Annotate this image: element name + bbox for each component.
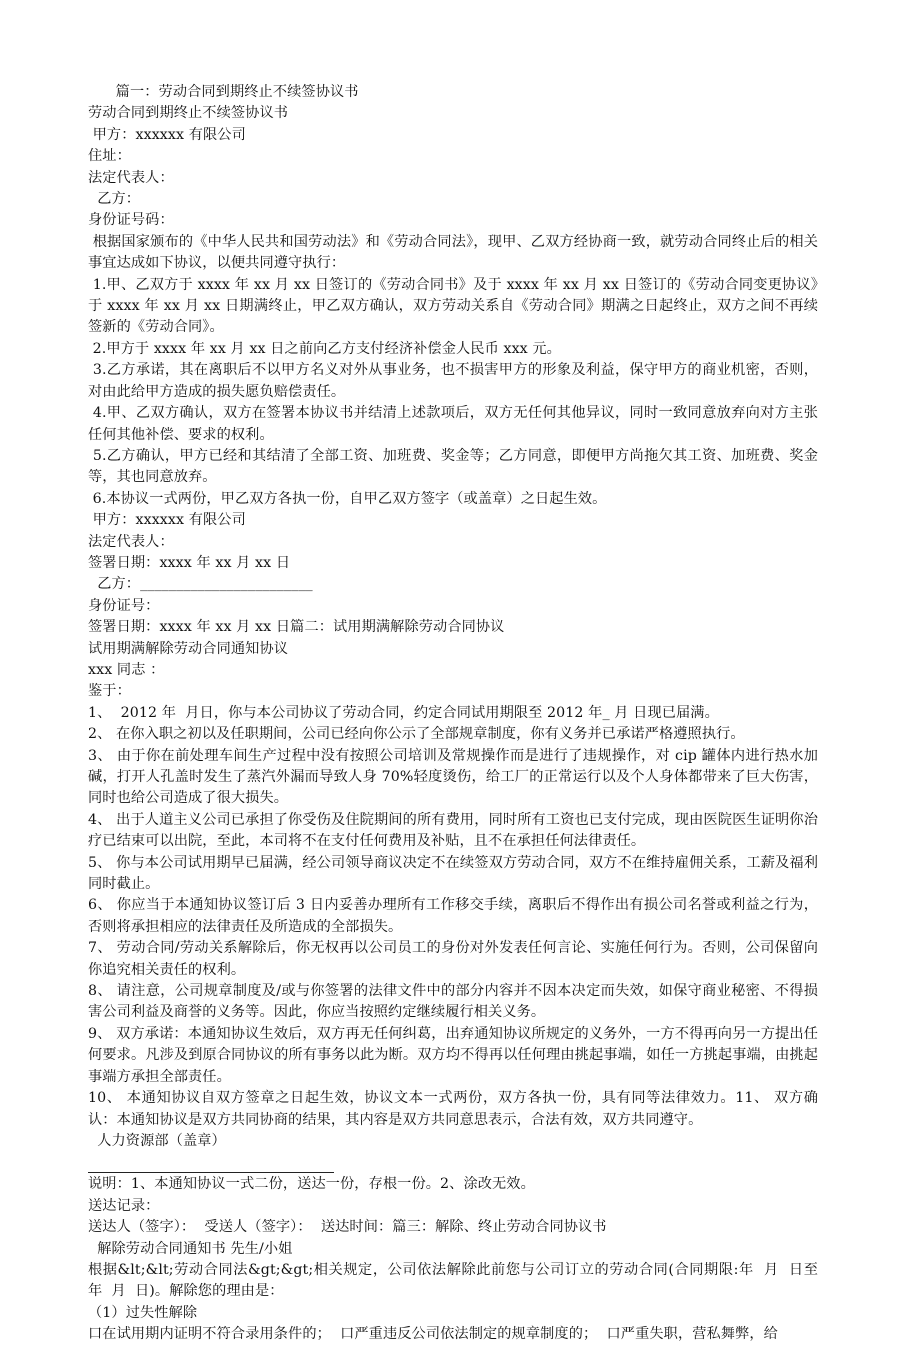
- clause-3: 3.乙方承诺，其在离职后不以甲方名义对外从事业务，也不损害甲方的形象及利益，保守甲方的商业机密，否则，对由此给甲方造成的损失愿负赔偿责任。: [88, 362, 818, 400]
- whereas-line: 鉴于：: [88, 683, 131, 700]
- document-body: [88, 82, 828, 1346]
- id-number-line: 身份证号码：: [88, 212, 174, 229]
- delivery-signature-line: 送达人（签字）： 受送人（签字）： 送达时间：篇三：解除、终止劳动合同协议书: [88, 1219, 607, 1236]
- clause-2: 2.甲方于 xxxx 年 xx 月 xx 日之前向乙方支付经济补偿金人民币 xxx 元。: [88, 340, 561, 357]
- notice-item-10-11: 10、 本通知协议自双方签章之日起生效，协议文本一式两份，双方各执一份，具有同等法律效力。11、 双方确认：本通知协议是双方共同协商的结果，其内容是双方共同意思表示，合法有效，双方共同遵守。: [88, 1090, 818, 1128]
- fault-termination-heading: （1）过失性解除: [88, 1304, 198, 1321]
- delivery-record-line: 送达记录：: [88, 1197, 160, 1214]
- preamble-paragraph: 根据国家颁布的《中华人民共和国劳动法》和《劳动合同法》，现甲、乙双方经协商一致，就劳动合同终止后的相关事宜达成如下协议，以便共同遵守执行：: [88, 233, 818, 272]
- addressee-line: xxx 同志 ：: [88, 661, 165, 678]
- signing-date-a: 签署日期：xxxx 年 xx 月 xx 日: [88, 554, 291, 571]
- clause-5: 5.乙方确认，甲方已经和其结清了全部工资、加班费、奖金等；乙方同意，即便甲方尚拖欠其工资、加班费、奖金等，其也同意放弃。: [88, 447, 818, 486]
- signature-legal-representative: 法定代表人：: [88, 533, 174, 550]
- notice-item-6: 6、 你应当于本通知协议签订后 3 日内妥善办理所有工作移交手续，离职后不得作出有损公司名誉或利益之行为，否则将承担相应的法律责任及所造成的全部损失。: [88, 897, 818, 935]
- notice-item-2: 2、 在你入职之初以及任职期间，公司已经向你公示了全部规章制度，你有义务并已承诺严格遵照执行。: [88, 726, 745, 743]
- signature-party-b: 乙方：________________________: [88, 576, 313, 593]
- notice-item-8: 8、 请注意，公司规章制度及/或与你签署的法律文件中的部分内容并不因本决定而失效，如保守商业秘密、不得损害公司利益及商誉的义务等。因此，你应当按照约定继续履行相关义务。: [88, 983, 818, 1021]
- signature-party-a: 甲方：xxxxxx 有限公司: [88, 512, 246, 529]
- explanation-line: 说明：1、本通知协议一式二份，送达一份，存根一份。2、涂改无效。: [88, 1176, 535, 1193]
- party-b-line: 乙方：: [88, 191, 141, 208]
- section-heading-1: 篇一：劳动合同到期终止不续签协议书: [88, 84, 359, 100]
- termination-notice-title: 解除劳动合同通知书 先生/小姐: [88, 1240, 293, 1257]
- agreement-title: 劳动合同到期终止不续签协议书: [88, 105, 289, 122]
- notice-item-3: 3、 由于你在前处理车间生产过程中没有按照公司培训及常规操作而是进行了违规操作，对 cip 罐体内进行热水加碱，打开人孔盖时发生了蒸汽外漏而导致人身 70%轻度烫伤，给工厂的正常运行以及个人身体都带来了巨大伤害，同时也给公司造成了很大损失。: [88, 747, 818, 807]
- notice-item-1: 1、 2012 年 月日，你与本公司协议了劳动合同，约定合同试用期限至 2012 年_ 月 日现已届满。: [88, 704, 719, 721]
- notice-title: 试用期满解除劳动合同通知协议: [88, 640, 289, 657]
- notice-item-4: 4、 出于人道主义公司已承担了你受伤及住院期间的所有费用，同时所有工资也已支付完成，现由医院医生证明你治疗已结束可以出院，至此，本司将不在支付任何费用及补贴，且不在承担任何法律责任。: [88, 811, 818, 850]
- hr-department-seal: 人力资源部（盖章）: [88, 1132, 226, 1149]
- clause-1: 1.甲、乙双方于 xxxx 年 xx 月 xx 日签订的《劳动合同书》及于 xxxx 年 xx 月 xx 日签订的《劳动合同变更协议》于 xxxx 年 xx 月 xx 日期满终止，甲乙双方确认，双方劳动关系自《劳动合同》期满之日起终止，双方之间不再续签新的《劳动合同》。: [88, 276, 818, 336]
- signing-date-b-and-section-heading-2: 签署日期：xxxx 年 xx 月 xx 日篇二：试用期满解除劳动合同协议: [88, 619, 505, 636]
- termination-basis-paragraph: 根据&lt;&lt;劳动合同法&gt;&gt;相关规定，公司依法解除此前您与公司订立的劳动合同(合同期限:年 月 日至 年 月 日)。解除您的理由是：: [88, 1261, 828, 1300]
- party-a-line: 甲方：xxxxxx 有限公司: [88, 126, 246, 143]
- notice-item-9: 9、 双方承诺：本通知协议生效后，双方再无任何纠葛，出弃通知协议所规定的义务外，一方不得再向另一方提出任何要求。凡涉及到原合同协议的所有事务以此为断。双方均不得再以任何理由挑起事端，如任一方挑起事端，由挑起事端方承担全部责任。: [88, 1025, 818, 1085]
- clause-6: 6.本协议一式两份，甲乙双方各执一份，自甲乙双方签字（或盖章）之日起生效。: [88, 490, 607, 507]
- notice-item-7: 7、 劳动合同/劳动关系解除后，你无权再以公司员工的身份对外发表任何言论、实施任何行为。否则，公司保留向你追究相关责任的权利。: [88, 940, 818, 978]
- signature-rule: [88, 1152, 334, 1173]
- address-line: 住址：: [88, 148, 131, 165]
- signature-id-number: 身份证号：: [88, 597, 160, 614]
- notice-item-5: 5、 你与本公司试用期早已届满，经公司领导商议决定不在续签双方劳动合同，双方不在维持雇佣关系，工薪及福利同时截止。: [88, 854, 818, 893]
- legal-representative-line: 法定代表人：: [88, 169, 174, 186]
- termination-reasons-line: 口在试用期内证明不符合录用条件的； 口严重违反公司依法制定的规章制度的； 口严重失职，营私舞弊，给: [88, 1326, 778, 1343]
- clause-4: 4.甲、乙双方确认，双方在签署本协议书并结清上述款项后，双方无任何其他异议，同时一致同意放弃向对方主张任何其他补偿、要求的权利。: [88, 405, 818, 443]
